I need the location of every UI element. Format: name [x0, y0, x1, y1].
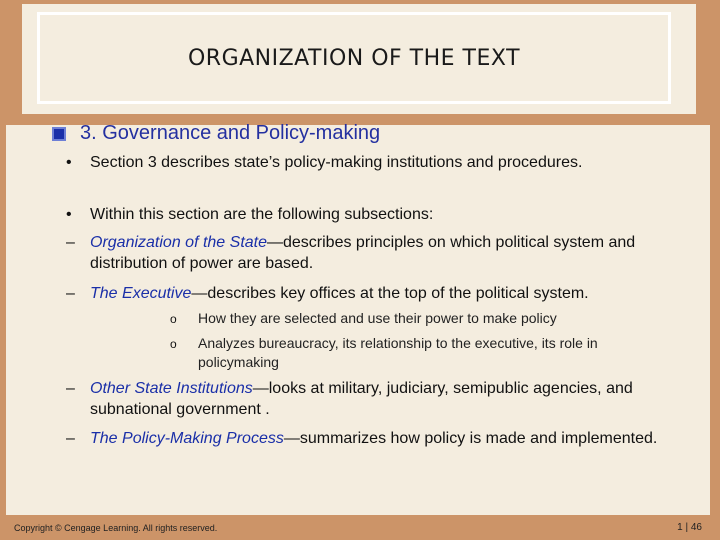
- page-number: 1 | 46: [677, 522, 702, 533]
- slide-content: [10, 122, 710, 515]
- bullet-marker: •: [66, 206, 72, 223]
- subsection-text: [90, 428, 690, 449]
- title-border: [37, 12, 671, 104]
- section-heading: [52, 122, 380, 145]
- heading-text: 3. Governance and Policy-making: [80, 122, 381, 144]
- subsection-title: The Executive: [90, 285, 192, 302]
- dash-marker: –: [66, 380, 75, 397]
- circle-marker: o: [170, 337, 177, 351]
- title-card: [22, 4, 696, 114]
- footer-bar: [0, 515, 720, 540]
- slide-title: ORGANIZATION OF THE TEXT: [187, 45, 521, 71]
- right-frame: [710, 0, 720, 540]
- subsection-title: Organization of the State: [90, 234, 267, 251]
- dash-marker: –: [66, 234, 75, 251]
- bullet-text: Section 3 describes state’s policy-making institutions and procedures.: [90, 154, 583, 171]
- sub-item-text: Analyzes bureaucracy, its relationship to the executive, its role in policymaking: [198, 335, 598, 370]
- subsection-desc: —describes key offices at the top of the political system.: [191, 285, 589, 302]
- subsection-text: [90, 232, 690, 274]
- subsection-title: The Policy-Making Process: [90, 430, 284, 447]
- square-bullet-icon: [52, 127, 66, 141]
- subsection-text: [90, 378, 690, 420]
- bullet-text: Within this section are the following subsections:: [90, 206, 434, 223]
- subsection-desc: —summarizes how policy is made and implemented.: [283, 430, 658, 447]
- subsection-desc: —describes principles on which political system and distribution of power are based.: [90, 234, 636, 272]
- copyright-text: Copyright © Cengage Learning. All rights reserved.: [14, 523, 218, 533]
- subsection-desc: —looks at military, judiciary, semipublic agencies, and subnational government .: [90, 380, 633, 418]
- subsection-text: [90, 283, 690, 304]
- dash-marker: –: [66, 430, 75, 447]
- sub-item-text: How they are selected and use their power to make policy: [198, 310, 557, 326]
- circle-marker: o: [170, 312, 177, 326]
- subsection-title: Other State Institutions: [90, 380, 253, 397]
- bullet-marker: •: [66, 154, 72, 171]
- dash-marker: –: [66, 285, 75, 302]
- left-frame: [0, 0, 6, 540]
